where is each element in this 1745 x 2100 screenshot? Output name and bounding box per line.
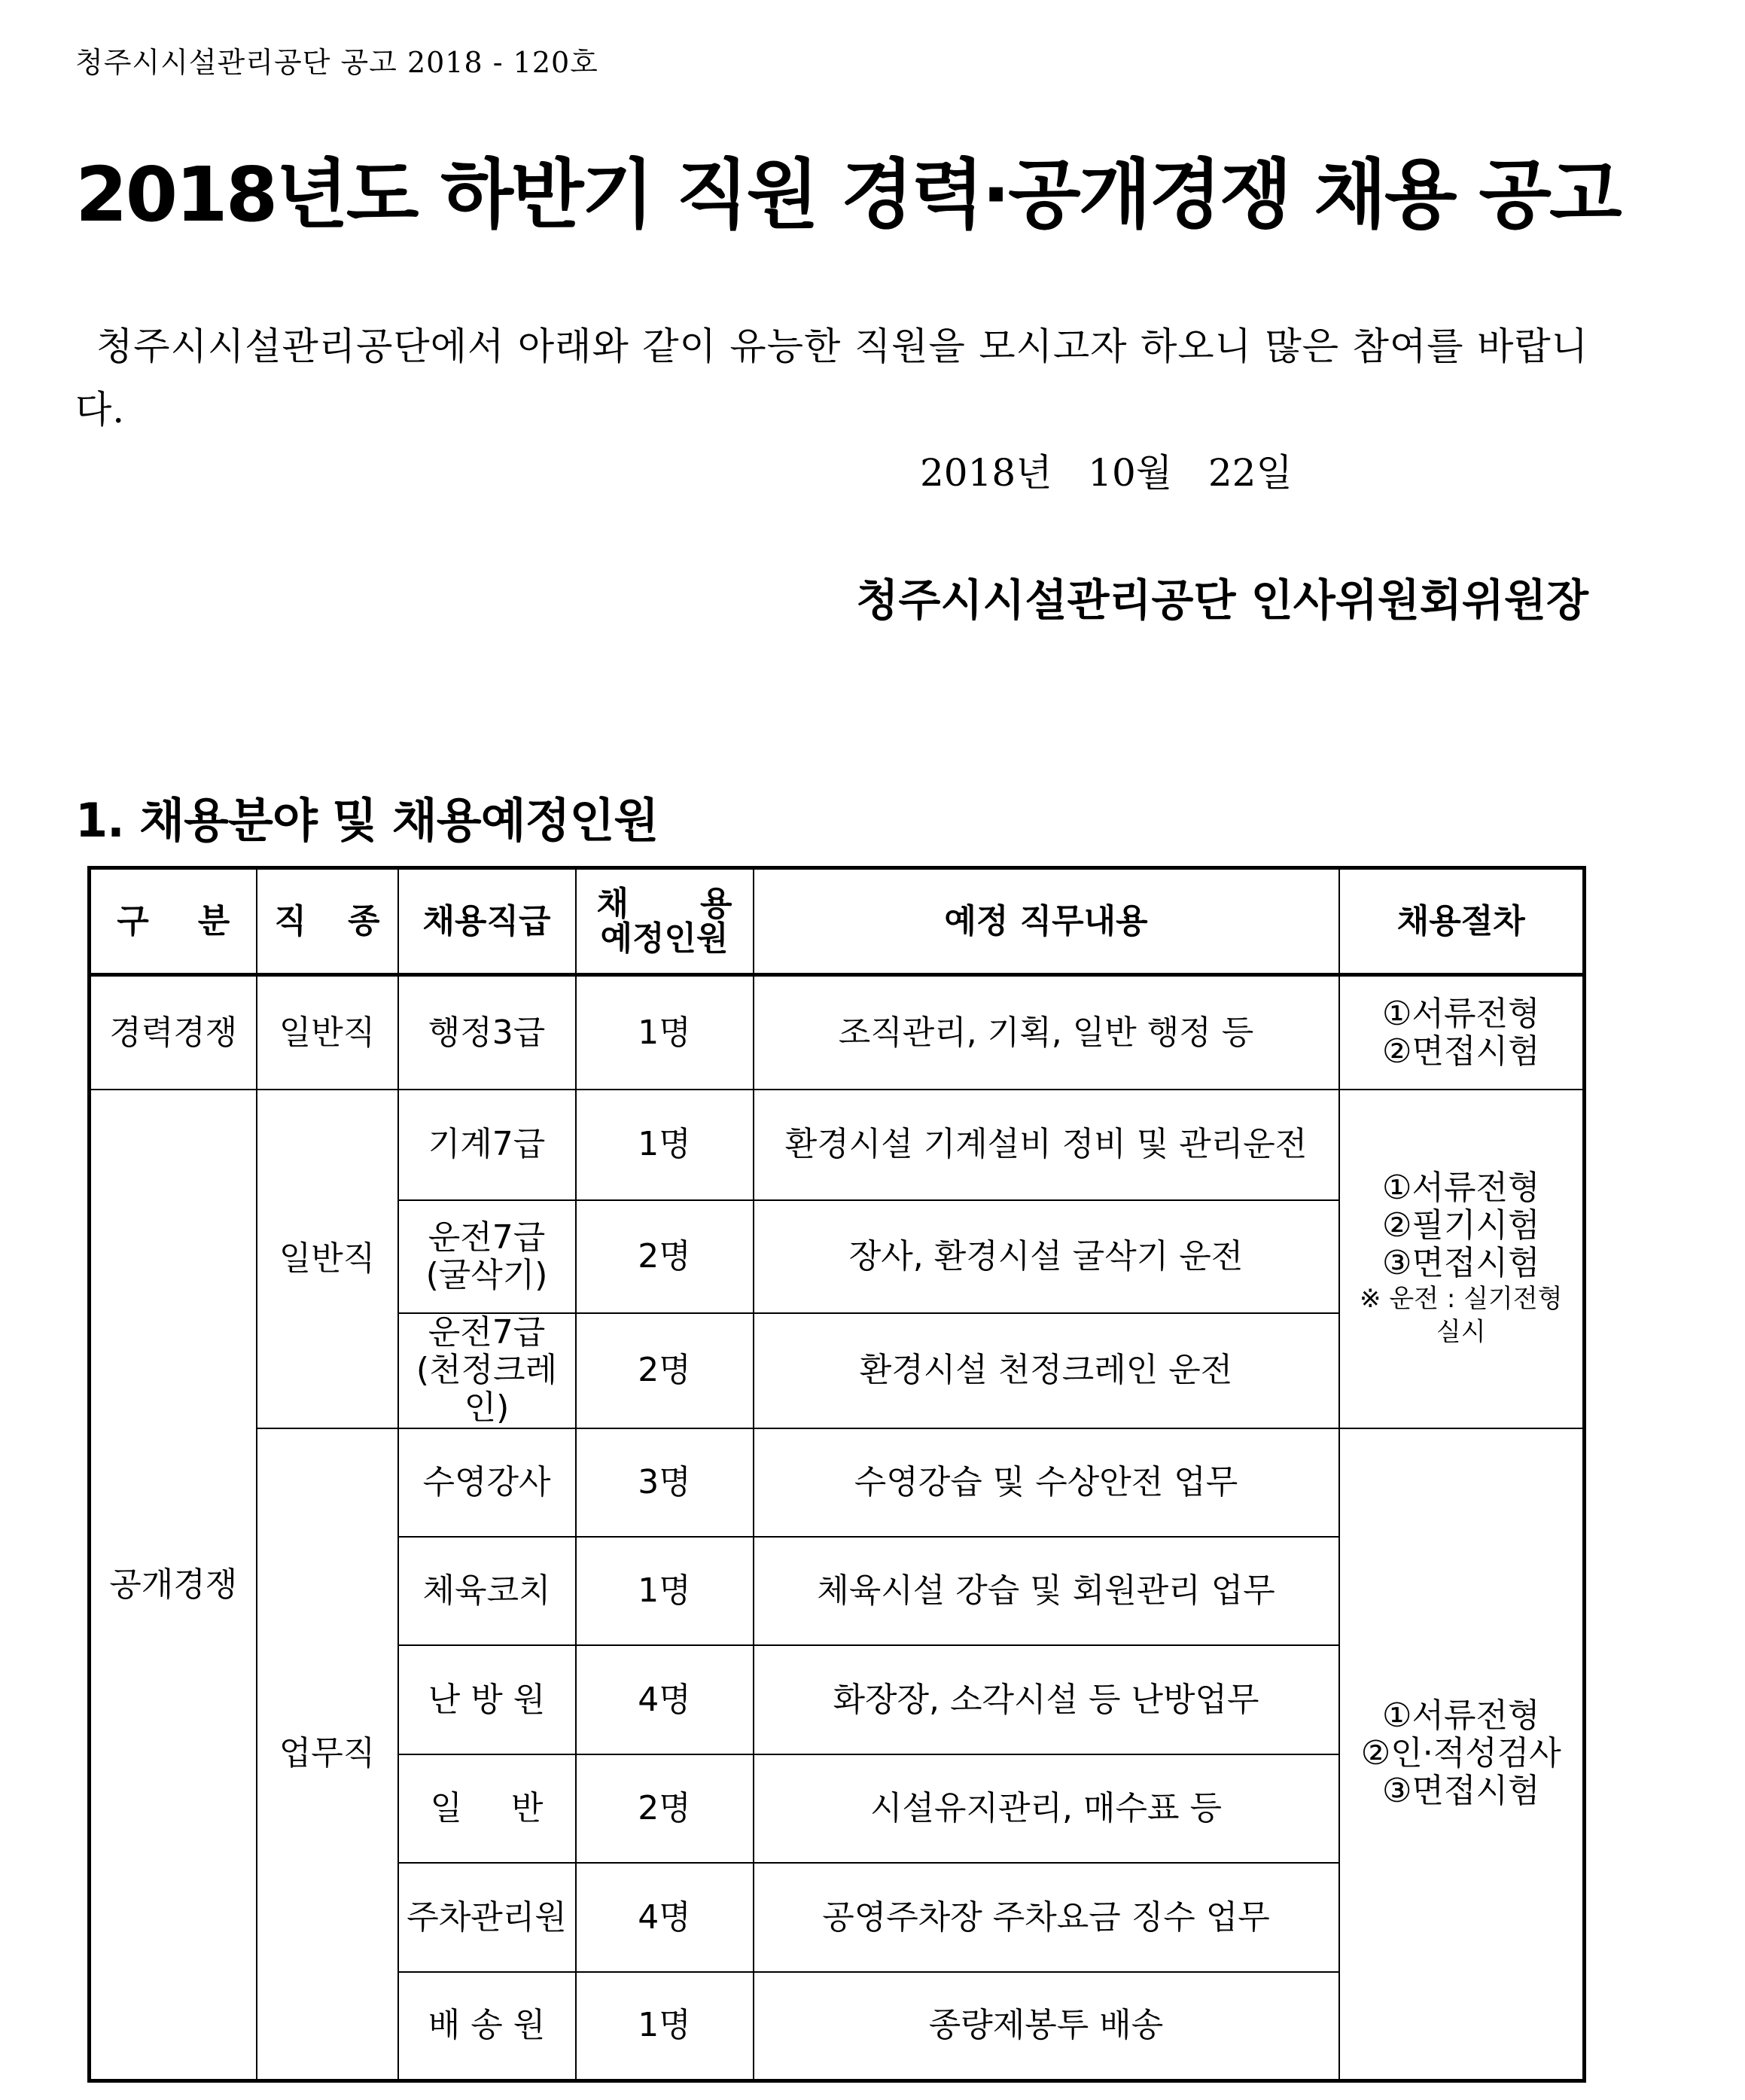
- grade-cell: 배 송 원: [398, 1972, 576, 2081]
- count-cell: 2명: [576, 1200, 754, 1314]
- table-row: [90, 1428, 1585, 1537]
- duty-cell: 환경시설 천정크레인 운전: [754, 1313, 1339, 1428]
- procedure-cell: ①서류전형 ②필기시험 ③면접시험 ※ 운전 : 실기전형 실시: [1339, 1090, 1585, 1428]
- duty-cell: 공영주차장 주차요금 징수 업무: [754, 1863, 1339, 1971]
- grade-cell: 운전7급 (천정크레인): [398, 1313, 576, 1428]
- job-type-cell: 일반직: [257, 1090, 398, 1428]
- category-cell: 경력경쟁: [90, 975, 257, 1090]
- duty-cell: 장사, 환경시설 굴삭기 운전: [754, 1200, 1339, 1314]
- duty-cell: 체육시설 강습 및 회원관리 업무: [754, 1537, 1339, 1645]
- header-count: 채 용 예정인원: [576, 868, 754, 975]
- count-cell: 2명: [576, 1754, 754, 1863]
- page-title: 2018년도 하반기 직원 경력·공개경쟁 채용 공고: [75, 151, 1620, 239]
- intro-paragraph: 청주시시설관리공단에서 아래와 같이 유능한 직원을 모시고자 하오니 많은 참여를 바랍니다.: [75, 325, 1588, 431]
- table-header-row: [90, 868, 1585, 975]
- section-title: 1. 채용분야 및 채용예정인원: [75, 793, 659, 848]
- count-cell: 1명: [576, 1537, 754, 1645]
- grade-cell: 행정3급: [398, 975, 576, 1090]
- grade-cell: 주차관리원: [398, 1863, 576, 1971]
- duty-cell: 조직관리, 기획, 일반 행정 등: [754, 975, 1339, 1090]
- duty-cell: 화장장, 소각시설 등 난방업무: [754, 1645, 1339, 1754]
- count-cell: 1명: [576, 1090, 754, 1199]
- grade-cell: 기계7급: [398, 1090, 576, 1199]
- count-cell: 4명: [576, 1645, 754, 1754]
- notice-number: 청주시시설관리공단 공고 2018 - 120호: [75, 46, 598, 79]
- header-procedure: 채용절차: [1339, 868, 1585, 975]
- grade-cell: 수영강사: [398, 1428, 576, 1537]
- procedure-note: ※ 운전 : 실기전형 실시: [1360, 1283, 1563, 1347]
- grade-cell: 일 반: [398, 1754, 576, 1863]
- job-type-cell: 일반직: [257, 975, 398, 1090]
- category-cell: 공개경쟁: [90, 1090, 257, 2080]
- signer: 청주시시설관리공단 인사위원회위원장: [856, 575, 1588, 626]
- count-cell: 3명: [576, 1428, 754, 1537]
- header-duty: 예정 직무내용: [754, 868, 1339, 975]
- count-cell: 2명: [576, 1313, 754, 1428]
- header-category: 구 분: [90, 868, 257, 975]
- recruitment-table: [87, 866, 1586, 2083]
- procedure-cell: ①서류전형 ②면접시험: [1339, 975, 1585, 1090]
- count-cell: 4명: [576, 1863, 754, 1971]
- header-grade: 채용직급: [398, 868, 576, 975]
- grade-cell: 체육코치: [398, 1537, 576, 1645]
- procedure-cell: ①서류전형 ②인·적성검사 ③면접시험: [1339, 1428, 1585, 2081]
- duty-cell: 시설유지관리, 매수표 등: [754, 1754, 1339, 1863]
- table-row: [90, 975, 1585, 1090]
- duty-cell: 환경시설 기계설비 정비 및 관리운전: [754, 1090, 1339, 1199]
- notice-date: 2018년 10월 22일: [920, 451, 1293, 495]
- grade-cell: 난 방 원: [398, 1645, 576, 1754]
- grade-cell: 운전7급 (굴삭기): [398, 1200, 576, 1314]
- count-cell: 1명: [576, 1972, 754, 2081]
- duty-cell: 종량제봉투 배송: [754, 1972, 1339, 2081]
- duty-cell: 수영강습 및 수상안전 업무: [754, 1428, 1339, 1537]
- count-cell: 1명: [576, 975, 754, 1090]
- job-type-cell: 업무직: [257, 1428, 398, 2081]
- table-row: [90, 1090, 1585, 1199]
- header-job-type: 직 종: [257, 868, 398, 975]
